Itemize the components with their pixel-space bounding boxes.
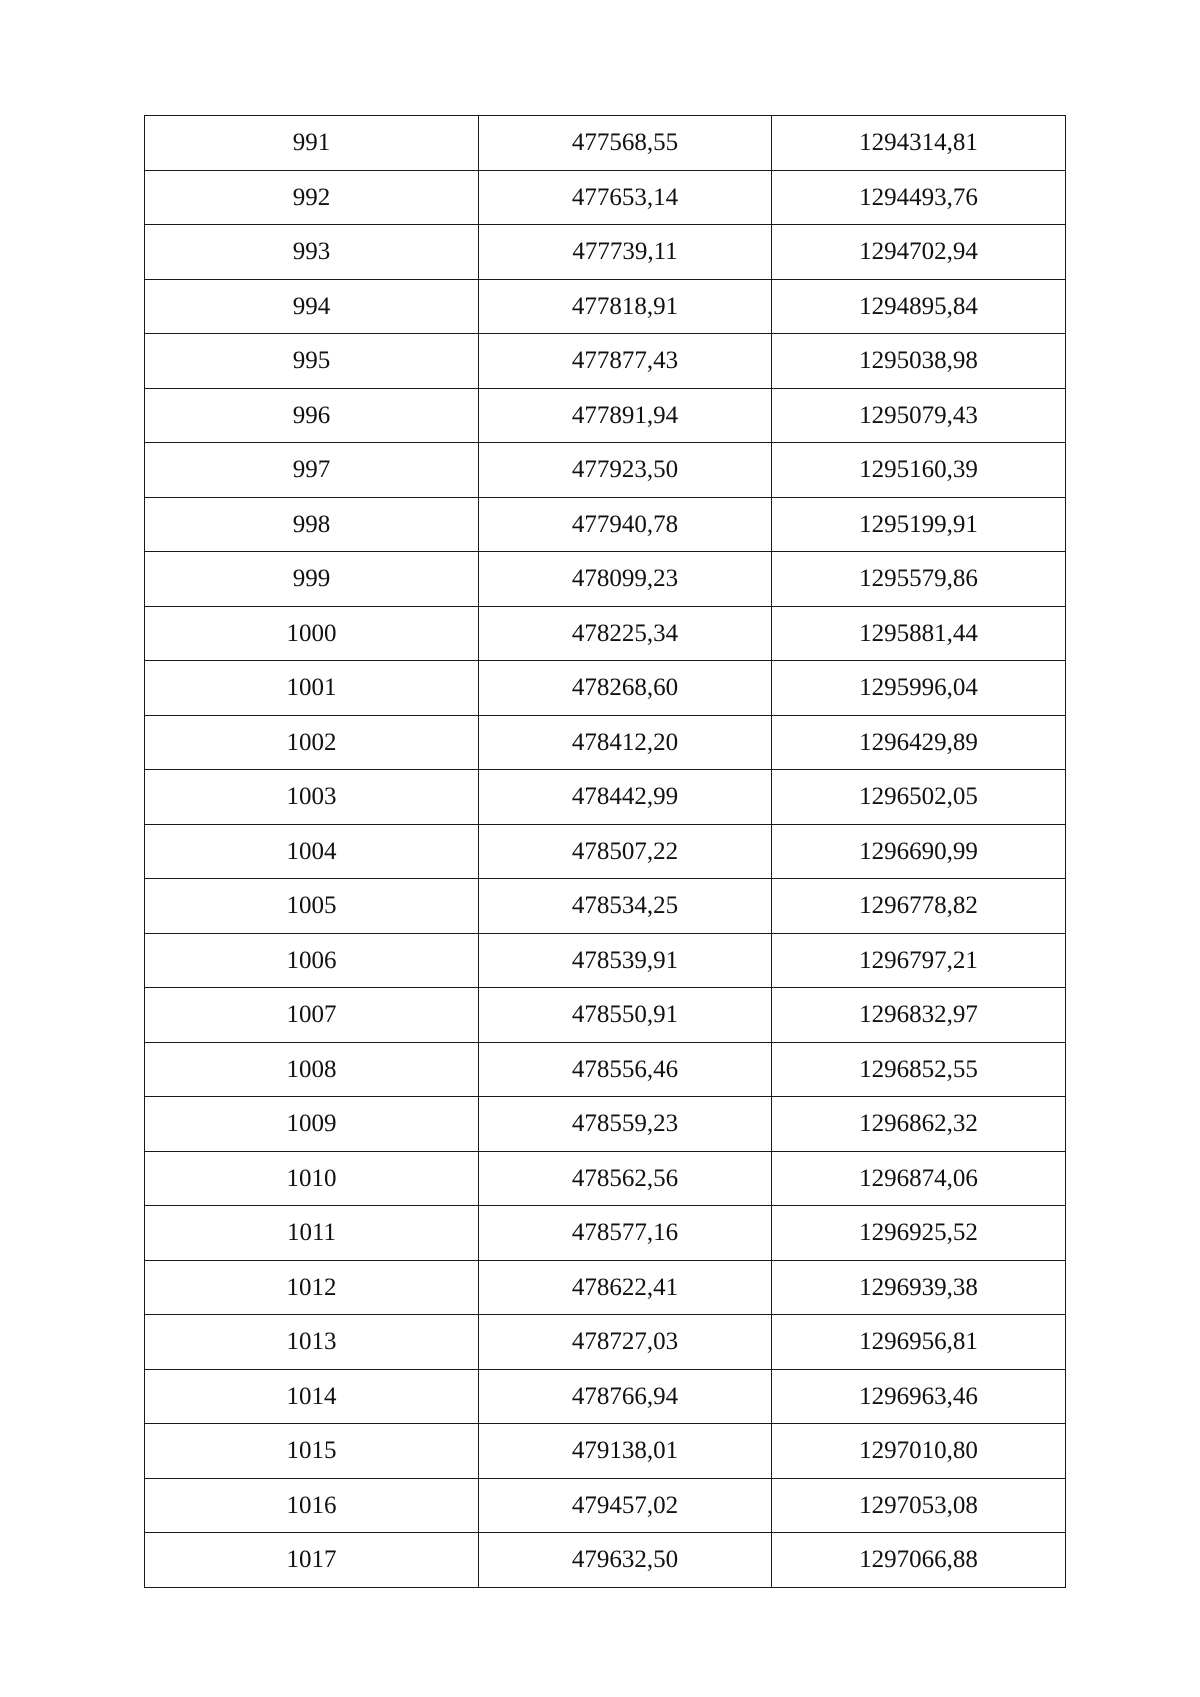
x-coordinate-cell: 477568,55 [479,116,772,171]
x-coordinate-cell: 479632,50 [479,1533,772,1588]
x-coordinate-cell: 478534,25 [479,879,772,934]
y-coordinate-cell: 1296874,06 [772,1151,1066,1206]
table-row [145,1315,1066,1370]
y-coordinate-cell: 1296502,05 [772,770,1066,825]
y-coordinate-cell: 1296862,32 [772,1097,1066,1152]
x-coordinate-cell: 478442,99 [479,770,772,825]
y-coordinate-cell: 1296832,97 [772,988,1066,1043]
x-coordinate-cell: 477818,91 [479,279,772,334]
point-number-cell: 1014 [145,1369,479,1424]
point-number-cell: 1002 [145,715,479,770]
y-coordinate-cell: 1295160,39 [772,443,1066,498]
y-coordinate-cell: 1294493,76 [772,170,1066,225]
x-coordinate-cell: 478099,23 [479,552,772,607]
x-coordinate-cell: 478268,60 [479,661,772,716]
x-coordinate-cell: 478622,41 [479,1260,772,1315]
x-coordinate-cell: 477940,78 [479,497,772,552]
x-coordinate-cell: 479138,01 [479,1424,772,1479]
y-coordinate-cell: 1296690,99 [772,824,1066,879]
y-coordinate-cell: 1295579,86 [772,552,1066,607]
point-number-cell: 1017 [145,1533,479,1588]
x-coordinate-cell: 477653,14 [479,170,772,225]
x-coordinate-cell: 478225,34 [479,606,772,661]
x-coordinate-cell: 478562,56 [479,1151,772,1206]
y-coordinate-cell: 1294702,94 [772,225,1066,280]
y-coordinate-cell: 1294314,81 [772,116,1066,171]
point-number-cell: 998 [145,497,479,552]
x-coordinate-cell: 478507,22 [479,824,772,879]
y-coordinate-cell: 1296956,81 [772,1315,1066,1370]
x-coordinate-cell: 478577,16 [479,1206,772,1261]
point-number-cell: 1008 [145,1042,479,1097]
y-coordinate-cell: 1294895,84 [772,279,1066,334]
table-row [145,824,1066,879]
y-coordinate-cell: 1296925,52 [772,1206,1066,1261]
table-row [145,170,1066,225]
table-row [145,1478,1066,1533]
point-number-cell: 1009 [145,1097,479,1152]
table-row [145,443,1066,498]
y-coordinate-cell: 1297010,80 [772,1424,1066,1479]
point-number-cell: 995 [145,334,479,389]
x-coordinate-cell: 477739,11 [479,225,772,280]
table-row [145,1206,1066,1261]
point-number-cell: 1006 [145,933,479,988]
table-row [145,116,1066,171]
table-row [145,879,1066,934]
y-coordinate-cell: 1295079,43 [772,388,1066,443]
table-row [145,988,1066,1043]
x-coordinate-cell: 477891,94 [479,388,772,443]
y-coordinate-cell: 1296797,21 [772,933,1066,988]
table-row [145,606,1066,661]
point-number-cell: 999 [145,552,479,607]
point-number-cell: 1012 [145,1260,479,1315]
x-coordinate-cell: 478556,46 [479,1042,772,1097]
x-coordinate-cell: 478550,91 [479,988,772,1043]
point-number-cell: 991 [145,116,479,171]
point-number-cell: 997 [145,443,479,498]
coordinates-table-body [145,116,1066,1588]
y-coordinate-cell: 1297053,08 [772,1478,1066,1533]
table-row [145,715,1066,770]
y-coordinate-cell: 1296963,46 [772,1369,1066,1424]
x-coordinate-cell: 478727,03 [479,1315,772,1370]
y-coordinate-cell: 1297066,88 [772,1533,1066,1588]
table-row [145,279,1066,334]
x-coordinate-cell: 478539,91 [479,933,772,988]
x-coordinate-cell: 477877,43 [479,334,772,389]
y-coordinate-cell: 1295996,04 [772,661,1066,716]
table-row [145,1097,1066,1152]
point-number-cell: 1005 [145,879,479,934]
table-row [145,552,1066,607]
x-coordinate-cell: 478559,23 [479,1097,772,1152]
x-coordinate-cell: 479457,02 [479,1478,772,1533]
x-coordinate-cell: 478412,20 [479,715,772,770]
y-coordinate-cell: 1295199,91 [772,497,1066,552]
table-row [145,1151,1066,1206]
point-number-cell: 1016 [145,1478,479,1533]
y-coordinate-cell: 1295881,44 [772,606,1066,661]
point-number-cell: 992 [145,170,479,225]
table-row [145,1260,1066,1315]
point-number-cell: 1001 [145,661,479,716]
y-coordinate-cell: 1295038,98 [772,334,1066,389]
point-number-cell: 1011 [145,1206,479,1261]
table-row [145,1533,1066,1588]
y-coordinate-cell: 1296778,82 [772,879,1066,934]
table-row [145,334,1066,389]
table-row [145,1424,1066,1479]
point-number-cell: 994 [145,279,479,334]
y-coordinate-cell: 1296429,89 [772,715,1066,770]
x-coordinate-cell: 478766,94 [479,1369,772,1424]
point-number-cell: 1010 [145,1151,479,1206]
table-row [145,388,1066,443]
table-row [145,1042,1066,1097]
point-number-cell: 993 [145,225,479,280]
point-number-cell: 1000 [145,606,479,661]
table-row [145,770,1066,825]
table-row [145,933,1066,988]
table-row [145,497,1066,552]
y-coordinate-cell: 1296852,55 [772,1042,1066,1097]
table-row [145,661,1066,716]
coordinates-table [144,115,1066,1588]
point-number-cell: 1004 [145,824,479,879]
point-number-cell: 996 [145,388,479,443]
y-coordinate-cell: 1296939,38 [772,1260,1066,1315]
point-number-cell: 1003 [145,770,479,825]
table-row [145,1369,1066,1424]
point-number-cell: 1013 [145,1315,479,1370]
point-number-cell: 1007 [145,988,479,1043]
table-row [145,225,1066,280]
x-coordinate-cell: 477923,50 [479,443,772,498]
point-number-cell: 1015 [145,1424,479,1479]
